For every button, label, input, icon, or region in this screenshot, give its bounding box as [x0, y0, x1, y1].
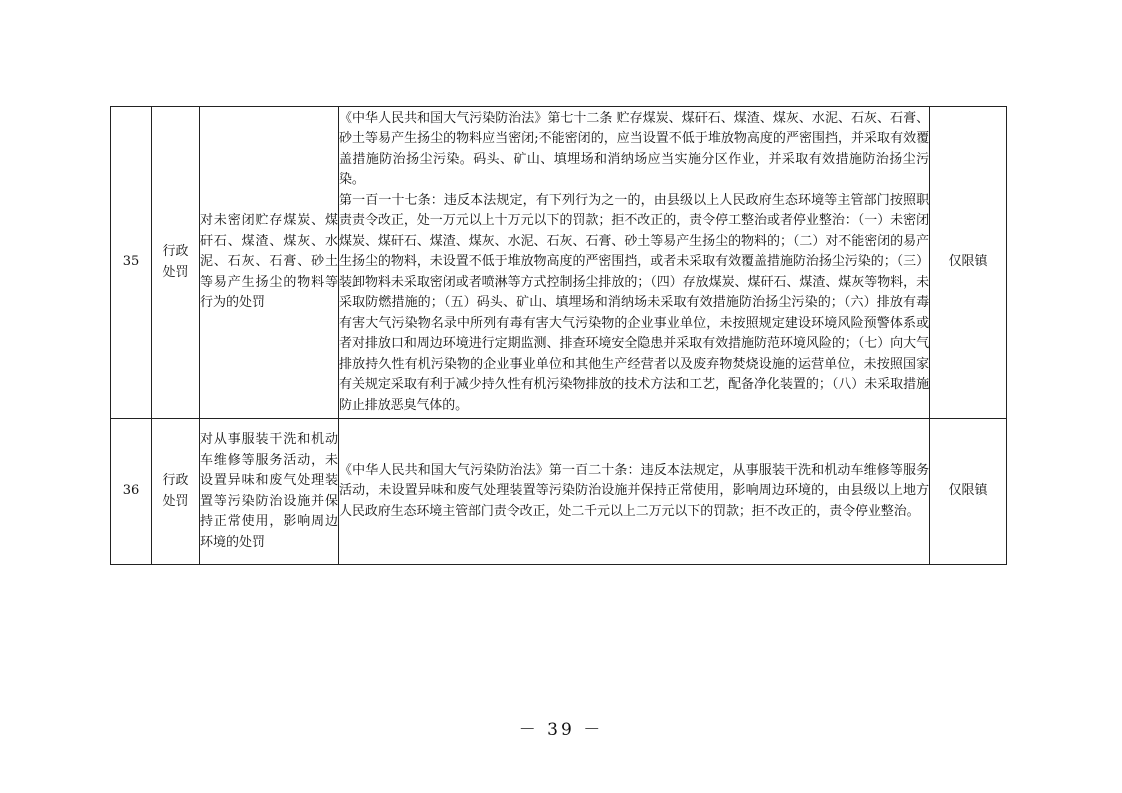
basis-paragraph: 第一百一十七条：违反本法规定，有下列行为之一的，由县级以上人民政府生态环境等主管部门按照职责责令改正，处一万元以上十万元以下的罚款；拒不改正的，责令停工整治或者停业整治：（一）未密闭煤炭、煤矸石、煤渣、煤灰、水泥、石灰、石膏、砂土等易产生扬尘的物料的；（二）对不能密闭的易产生扬尘的物料，未设置不低于堆放物高度的严密围挡，或者未采取有效覆盖措施防治扬尘污染的；（三）装卸物料未采取密闭或者喷淋等方式控制扬尘排放的；（四）存放煤炭、煤矸石、煤渣、煤灰等物料，未采取防燃措施的；（五）码头、矿山、填埋场和消纳场未采取有效措施防治扬尘污染的；（六）排放有毒有害大气污染物名录中所列有毒有害大气污染物的企业事业单位，未按照规定建设环境风险预警体系或者对排放口和周边环境进行定期监测、排查环境安全隐患并采取有效措施防范环境风险的；（七）向大气排放持久性有机污染物的企业事业单位和其他生产经营者以及废弃物焚烧设施的运营单位，未按照国家有关规定采取有利于减少持久性有机污染物排放的技术方法和工艺，配备净化装置的；（八）未采取措施防止排放恶臭气体的。: [339, 192, 929, 413]
item-cell: 对未密闭贮存煤炭、煤矸石、煤渣、煤灰、水泥、石灰、石膏、砂土等易产生扬尘的物料等行为的处罚: [200, 107, 339, 419]
regulation-table: [110, 106, 1007, 565]
category-cell: [152, 419, 200, 565]
table-row: [111, 419, 1007, 565]
row-number: 36: [111, 419, 152, 565]
item-cell: 对从事服装干洗和机动车维修等服务活动，未设置异味和废气处理装置等污染防治设施并保持正常使用，影响周边环境的处罚: [200, 419, 339, 565]
basis-paragraph: 《中华人民共和国大气污染防治法》第七十二条 贮存煤炭、煤矸石、煤渣、煤灰、水泥、石灰、石膏、砂土等易产生扬尘的物料应当密闭;不能密闭的，应当设置不低于堆放物高度的严密围挡，并采取有效覆盖措施防治扬尘污染。码头、矿山、填埋场和消纳场应当实施分区作业，并采取有效措施防治扬尘污染。: [339, 110, 929, 188]
scope-cell: 仅限镇: [930, 107, 1007, 419]
category-cell: [152, 107, 200, 419]
page-number: － 39 －: [518, 720, 604, 740]
basis-paragraph: 《中华人民共和国大气污染防治法》第一百二十条：违反本法规定，从事服装干洗和机动车维修等服务活动，未设置异味和废气处理装置等污染防治设施并保持正常使用，影响周边环境的，由县级以上地方人民政府生态环境主管部门责令改正，处二千元以上二万元以下的罚款；拒不改正的，责令停业整治。: [339, 462, 929, 519]
category-text: 行政处罚: [162, 244, 189, 280]
table-row: [111, 107, 1007, 419]
basis-cell: [339, 419, 930, 565]
category-text: 行政处罚: [162, 473, 189, 509]
basis-cell: [339, 107, 930, 419]
row-number: 35: [111, 107, 152, 419]
scope-cell: 仅限镇: [930, 419, 1007, 565]
